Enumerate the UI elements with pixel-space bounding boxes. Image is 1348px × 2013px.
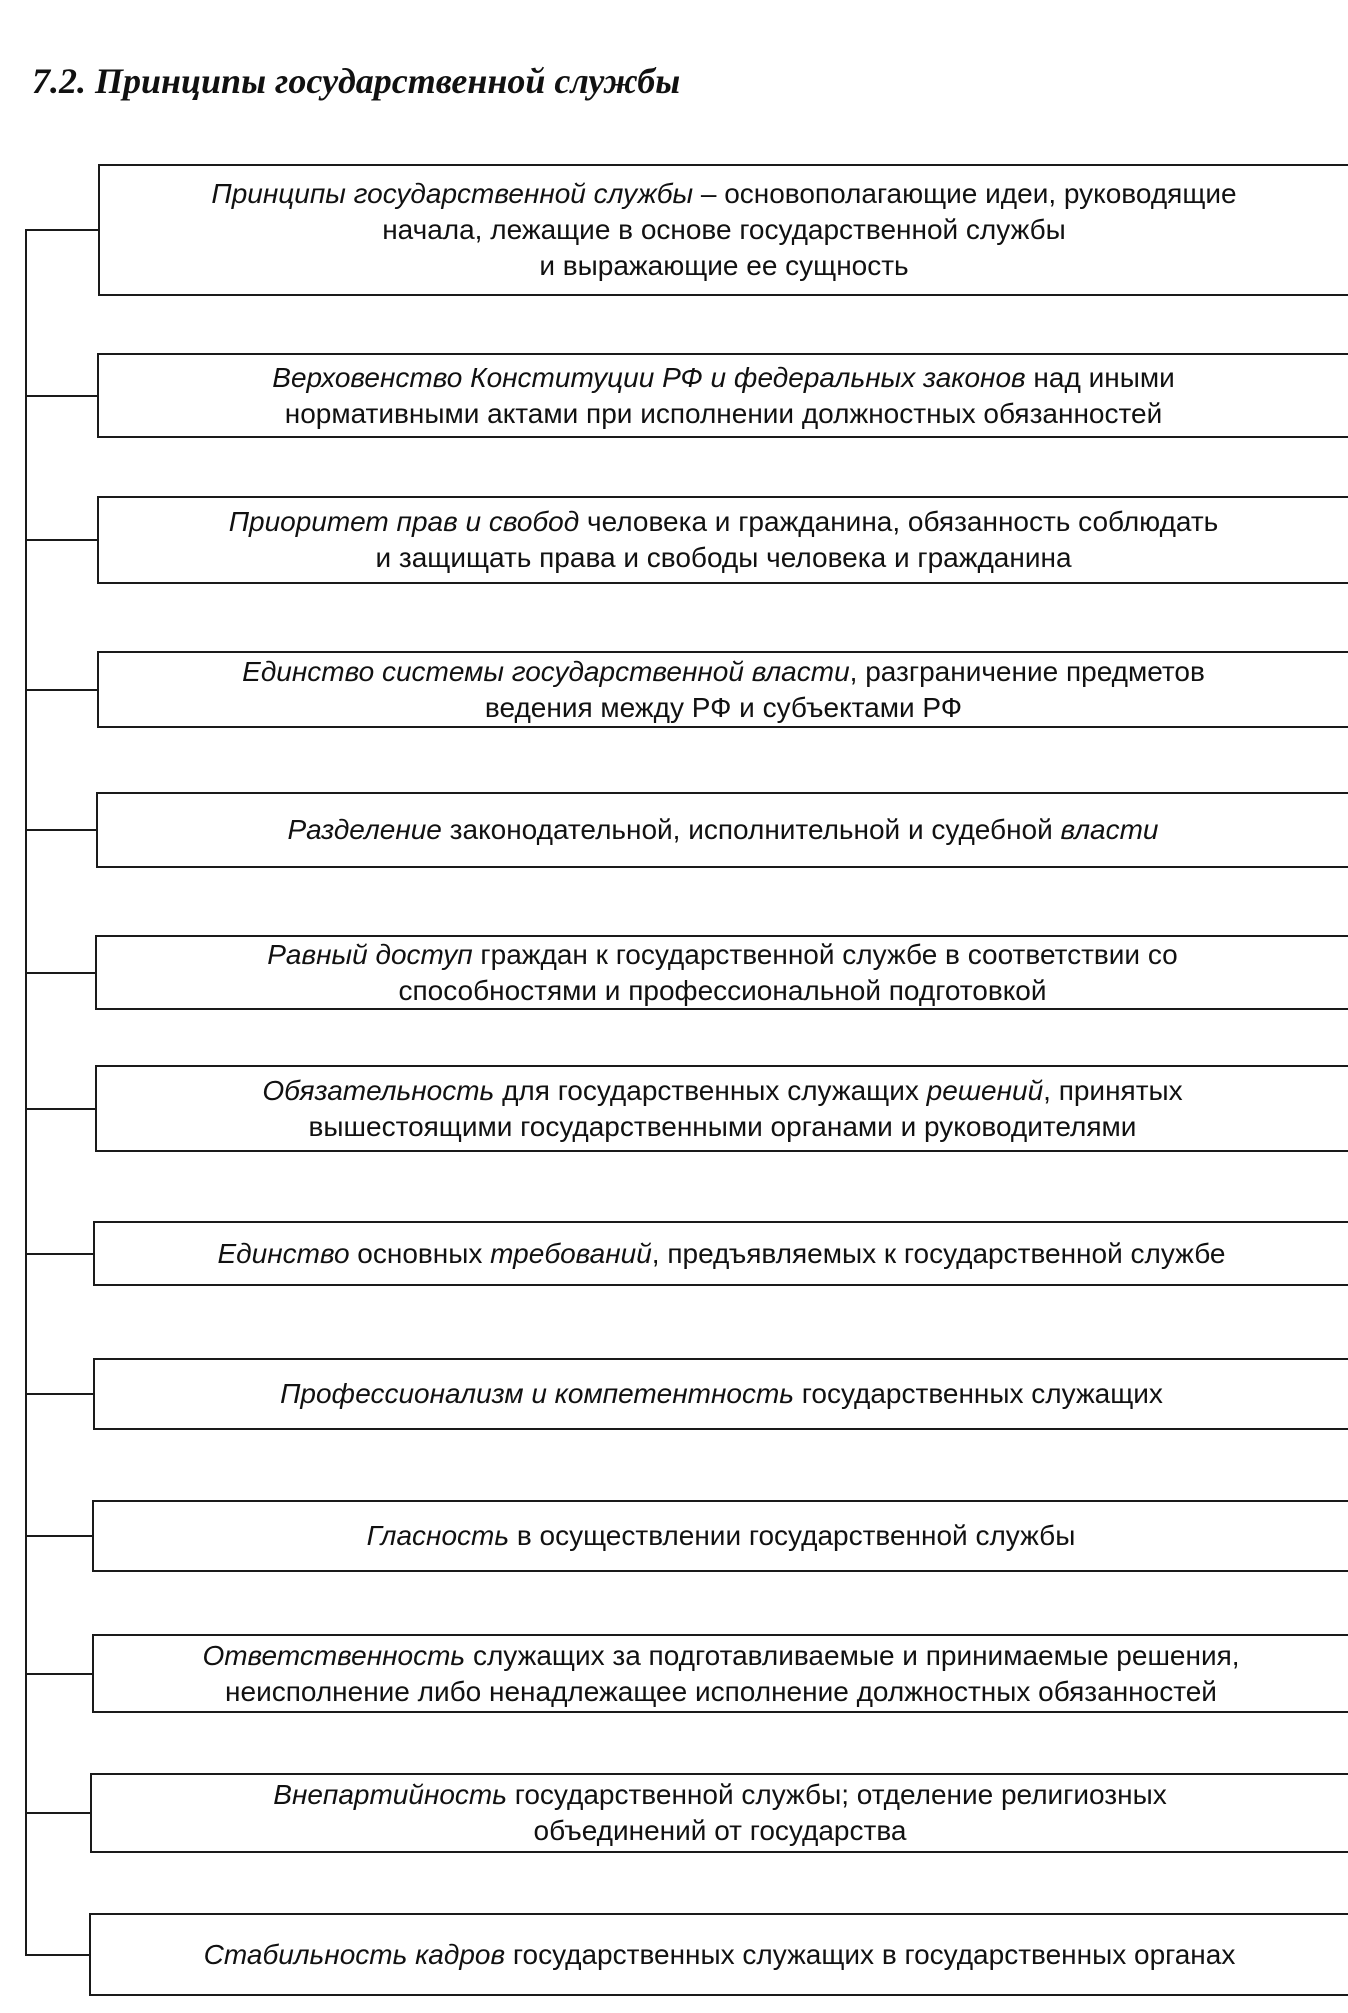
principle-box (97, 353, 1348, 438)
principle-description: и защищать права и свободы человека и гражданина (375, 542, 1072, 573)
principle-description: неисполнение либо ненадлежащее исполнение должностных обязанностей (225, 1675, 1217, 1707)
principle-description: государственных служащих в государственных органах (505, 1938, 1236, 1970)
principle-description: государственной службы; отделение религиозных (506, 1779, 1167, 1810)
principle-text (367, 1518, 1076, 1554)
principle-description: над иными (1025, 361, 1175, 393)
connector-branch (25, 229, 98, 231)
connector-branch (25, 1253, 93, 1255)
principle-description: – основополагающие идеи, руководящие (693, 178, 1237, 209)
principle-box (98, 164, 1348, 296)
principle-text (211, 176, 1236, 284)
principle-description: объединений от государства (533, 1815, 907, 1846)
principle-description: основных (349, 1237, 491, 1269)
connector-branch (25, 1673, 92, 1675)
principle-term: требований (490, 1237, 652, 1269)
principle-box (92, 1634, 1348, 1713)
principle-term: решений (926, 1074, 1044, 1106)
principle-description: , предъявляемых к государственной службе (651, 1237, 1226, 1269)
principle-description: , принятых (1043, 1074, 1183, 1106)
principle-term: Гласность (366, 1520, 510, 1551)
principle-term: Профессионализм и компетентность (280, 1378, 794, 1409)
principle-description: нормативными актами при исполнении должностных обязанностей (284, 397, 1163, 429)
principle-text (288, 812, 1159, 848)
principle-text (242, 654, 1205, 726)
principle-box (95, 935, 1348, 1010)
connector-branch (25, 1812, 90, 1814)
principle-text (272, 360, 1174, 432)
principle-term: Стабильность кадров (203, 1938, 506, 1970)
principle-term: Приоритет прав и свобод (228, 506, 580, 537)
connector-spine (25, 229, 27, 1956)
principle-box (97, 496, 1348, 584)
principle-description: , разграничение предметов (849, 655, 1205, 687)
principle-text (273, 1777, 1166, 1849)
principle-term: Обязательность (262, 1074, 495, 1106)
principle-box (90, 1773, 1348, 1853)
principle-term: Единство системы государственной власти (242, 655, 850, 687)
principle-description: способностями и профессиональной подготовкой (398, 974, 1047, 1006)
principle-text (229, 504, 1219, 576)
principle-description: вышестоящими государственными органами и руководителями (308, 1110, 1137, 1142)
connector-branch (25, 395, 97, 397)
principle-description: и выражающие ее сущность (539, 250, 909, 281)
principle-term: Внепартийность (273, 1779, 507, 1810)
principle-description: в осуществлении государственной службы (509, 1520, 1076, 1551)
principle-term: Ответственность (202, 1639, 466, 1671)
principle-description: ведения между РФ и субъектами РФ (484, 691, 963, 723)
principle-box (89, 1913, 1348, 1996)
principle-box (93, 1358, 1348, 1430)
connector-branch (25, 1108, 95, 1110)
principle-box (96, 792, 1348, 868)
principle-text (202, 1638, 1239, 1710)
principle-box (93, 1221, 1348, 1286)
connector-branch (25, 1393, 93, 1395)
principle-description: граждан к государственной службе в соответствии со (472, 938, 1178, 970)
principle-term: Единство (217, 1237, 350, 1269)
principle-term: Разделение (287, 814, 442, 845)
principle-term: Равный доступ (267, 938, 473, 970)
principle-description: законодательной, исполнительной и судебной (441, 814, 1061, 845)
principle-description: служащих за подготавливаемые и принимаемые решения, (465, 1639, 1240, 1671)
principle-box (97, 651, 1348, 728)
principle-description: государственных служащих (794, 1378, 1163, 1409)
page-title: 7.2. Принципы государственной службы (32, 61, 681, 101)
principle-text (218, 1236, 1226, 1272)
principle-description: для государственных служащих (494, 1074, 927, 1106)
principle-text (267, 937, 1178, 1009)
principle-description: начала, лежащие в основе государственной службы (382, 214, 1066, 245)
principle-box (95, 1065, 1348, 1152)
principle-box (92, 1500, 1348, 1572)
connector-branch (25, 1954, 89, 1956)
principle-term: власти (1060, 814, 1159, 845)
principle-term: Принципы государственной службы (211, 178, 694, 209)
connector-branch (25, 539, 97, 541)
principle-term: Верховенство Конституции РФ и федеральных законов (272, 361, 1026, 393)
connector-branch (25, 829, 96, 831)
principle-description: человека и гражданина, обязанность соблюдать (579, 506, 1219, 537)
connector-branch (25, 689, 97, 691)
connector-branch (25, 972, 95, 974)
principle-text (262, 1073, 1182, 1145)
connector-branch (25, 1535, 92, 1537)
principle-text (204, 1937, 1236, 1973)
principle-text (280, 1376, 1163, 1412)
